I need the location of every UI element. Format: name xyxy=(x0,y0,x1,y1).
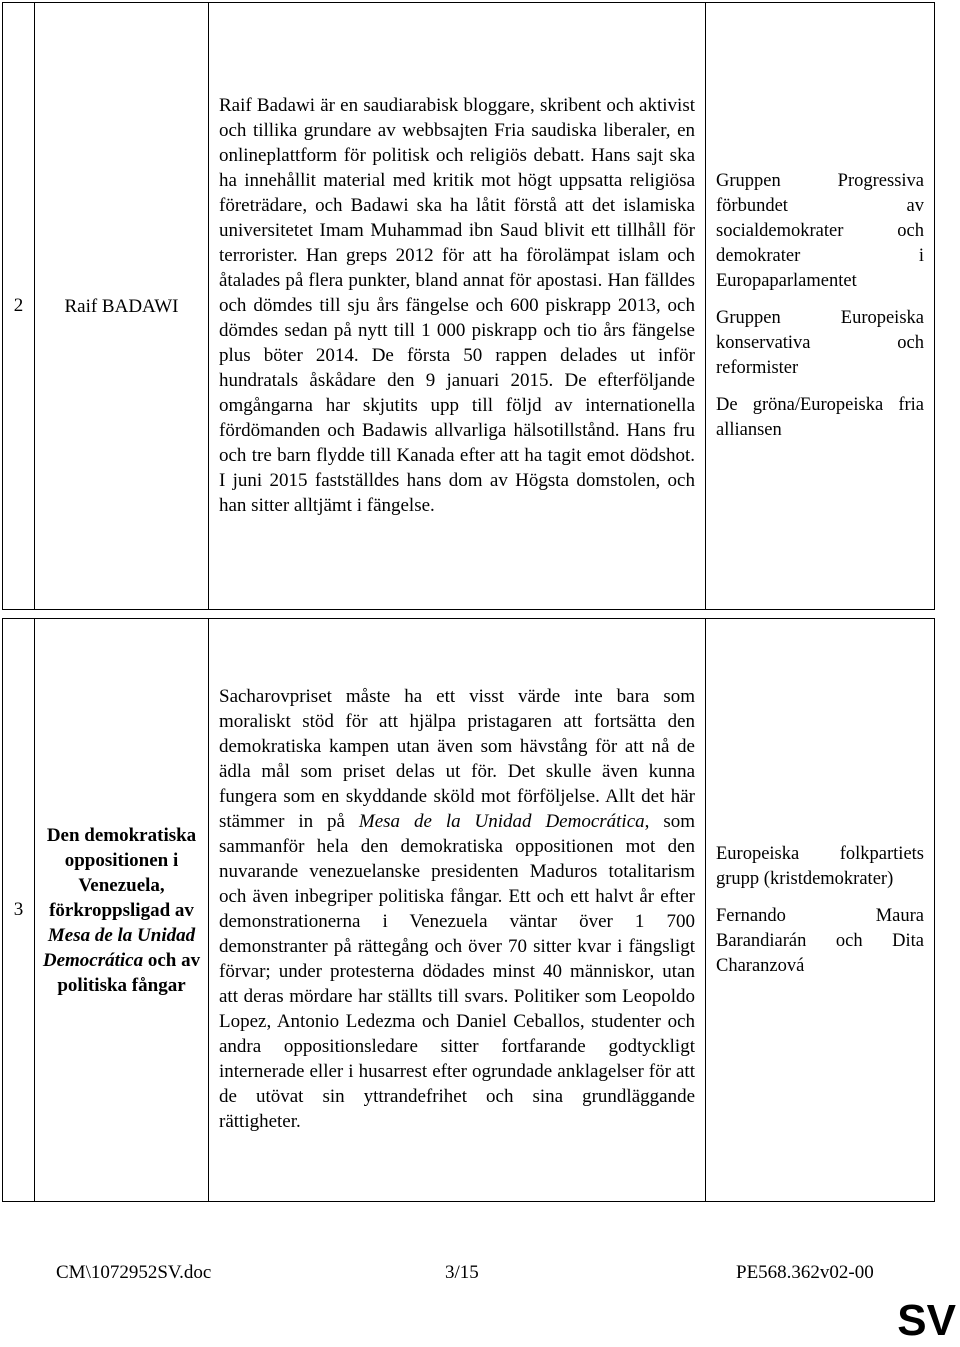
row-number: 3 xyxy=(3,619,35,1202)
justification-text xyxy=(209,3,706,610)
group-entry: Europeiska folkpartiets grupp (kristdemokrater) xyxy=(716,843,924,889)
candidate-name xyxy=(35,619,209,1202)
document-reference: CM\1072952SV.doc xyxy=(56,1262,212,1283)
justification-paragraph xyxy=(219,684,695,1134)
group-entry: Gruppen Europeiska konservativa och reformister xyxy=(716,308,924,378)
justification-part: , som sammanför hela den demokratiska oppositionen mot den nuvarande venezuelanske presidenten Maduros totalitarism och även inbegriper politiska fångar. Ett och ett halvt år efter demonstrationerna i Venezuela väntar över 1 700 demonstranter på rättegång och över 70 sitter kvar i fängsligt förvar; under protesterna dödades minst 40 människor, utan att deras mördare har ställts till svars. Politiker som Leopoldo Lopez, Antonio Ledezma och Daniel Ceballos, studenter och andra oppositionsledare sitter fortfarande godtyckligt internerade eller i husarrest efter ogrundade anklagelser för att de utövat sin yttrandefrihet och sina grundläggande rättigheter. xyxy=(219,811,695,1132)
justification-paragraph: Raif Badawi är en saudiarabisk bloggare, skribent och aktivist och tillika grundare av webbsajten Fria saudiska liberaler, en onlineplattform för politisk och religiös debatt. Hans sajt ska ha innehållit material med kritik mot högt uppsatta religiösa företrädare, och Badawi ska ha låtit förstå att det islamiska universitetet Imam Muhammad ibn Saud blivit ett tillhåll för terrorister. Han greps 2012 för att ha förolämpat islam och åtalades på flera punkter, bland annat för apostasi. Han fälldes och dömdes till sju års fängelse och 600 piskrapp 2013, och dömdes sedan på nytt till 1 000 piskrapp och tio års fängelse plus böter 2014. De första 50 rappen delades ut inför hundratals åskådare den 9 januari 2015. De efterföljande omgångarna har skjutits upp till följd av internationella fördömanden och Badawis allvarliga hälsotillstånd. Hans fru och tre barn flydde till Kanada efter att ha tagit emot dödshot. I juni 2015 fastställdes hans dom av Högsta domstolen, och han sitter alltjämt i fängelse. xyxy=(219,94,695,516)
candidate-name-part: och av politiska fångar xyxy=(57,949,201,996)
table-row xyxy=(3,619,935,1202)
justification-italic: Mesa de la Unidad Democrática xyxy=(358,811,645,832)
pe-reference: PE568.362v02-00 xyxy=(736,1262,874,1283)
nominating-groups xyxy=(706,3,935,610)
table-row xyxy=(3,3,935,610)
candidate-name-italic: Mesa de la Unidad Democrática xyxy=(42,924,196,971)
candidate-name: Raif BADAWI xyxy=(35,3,209,610)
group-entry: Fernando Maura Barandiarán och Dita Charanzová xyxy=(716,905,924,976)
justification-part: Sacharovpriset måste ha ett visst värde inte bara som moraliskt stöd för att hjälpa pristagaren att fortsätta den demokratiska kampen utan även som hävstång för att nå de ädla mål som priset delas ut för. Det skulle även kunna fungera som en skyddande sköld mot förföljelse. Allt det här stämmer in på xyxy=(219,686,695,832)
page-number: 3/15 xyxy=(445,1262,479,1283)
group-entry: De gröna/Europeiska fria alliansen xyxy=(716,395,924,440)
candidate-name-part: Den demokratiska oppositionen i Venezuela, förkroppsligad av xyxy=(46,824,197,921)
row-number: 2 xyxy=(3,3,35,610)
language-tag: SV xyxy=(897,1296,956,1345)
nominations-table xyxy=(2,2,935,1202)
row-spacer xyxy=(3,610,935,619)
nominating-groups xyxy=(706,619,935,1202)
justification-text xyxy=(209,619,706,1202)
group-entry: Gruppen Progressiva förbundet av socialdemokrater och demokrater i Europaparlamentet xyxy=(716,171,924,291)
